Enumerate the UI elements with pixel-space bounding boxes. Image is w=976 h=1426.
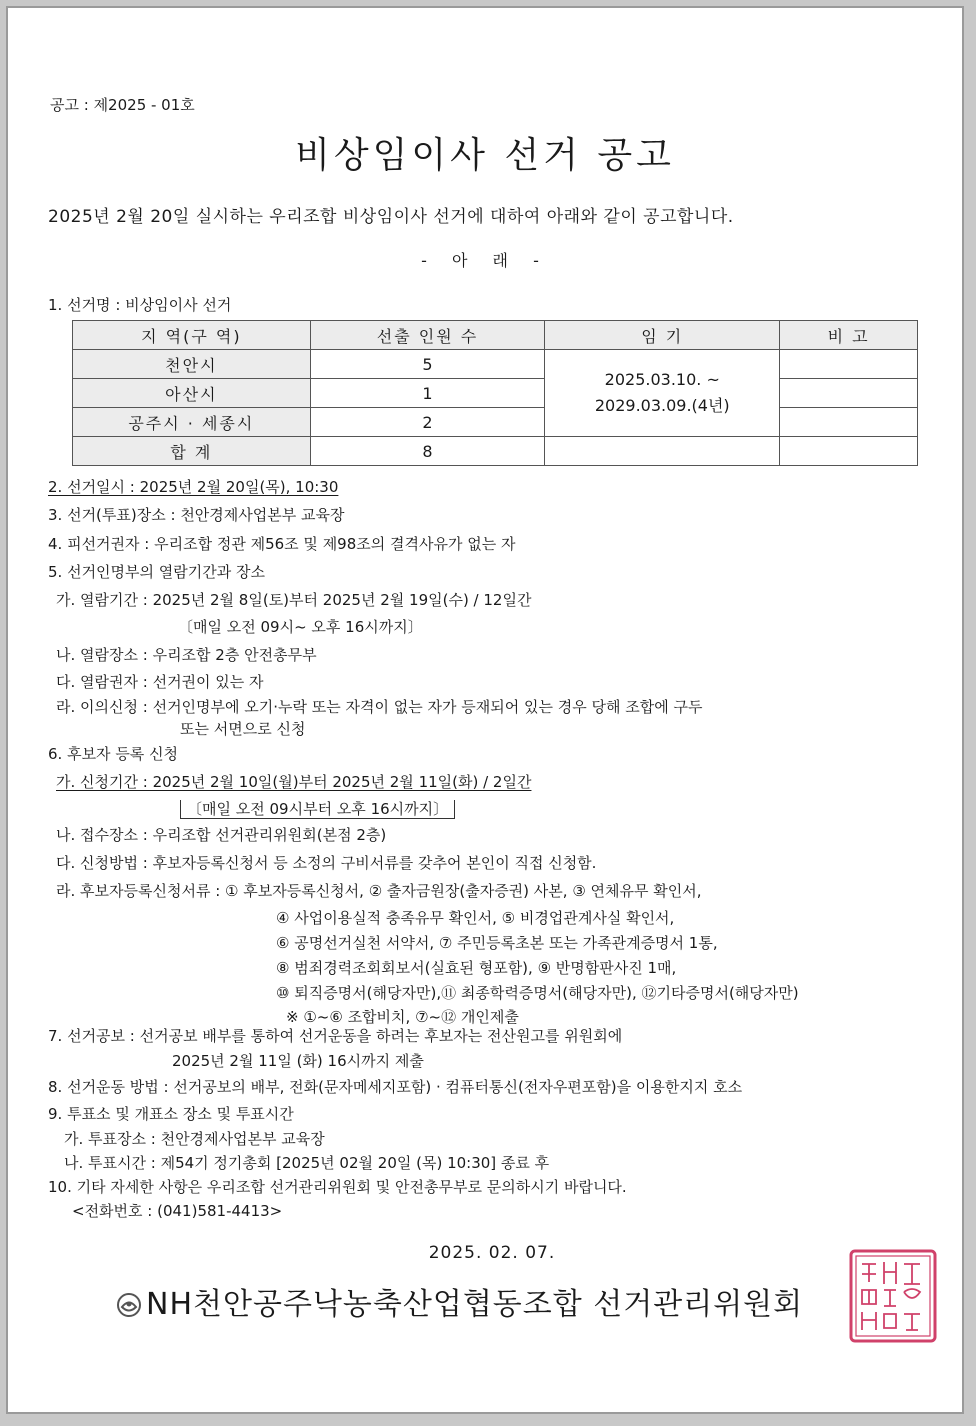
period-cell-empty (545, 437, 780, 466)
section-3: 3. 선거(투표)장소 : 천안경제사업본부 교육장 (48, 506, 345, 524)
count-cell: 1 (310, 379, 545, 408)
docs-line-4: ⑧ 범죄경력조회회보서(실효된 형포함), ⑨ 반명함판사진 1매, (276, 959, 677, 977)
note-cell (780, 350, 918, 379)
header-note: 비 고 (780, 321, 918, 350)
section-8: 8. 선거운동 방법 : 선거공보의 배부, 전화(문자메세지포함) · 컴퓨터통신(전자우편포함)을 이용한지지 호소 (48, 1078, 743, 1096)
table-row (73, 379, 918, 408)
docs-line-2: ④ 사업이용실적 충족유무 확인서, ⑤ 비경업관계사실 확인서, (276, 909, 675, 927)
section-6-da: 다. 신청방법 : 후보자등록신청서 등 소정의 구비서류를 갖추어 본인이 직접 신청함. (56, 854, 597, 872)
organization-text: NH천안공주낙농축산업협동조합 선거관리위원회 (146, 1287, 804, 1322)
period-cell (545, 350, 780, 437)
organization-name (116, 1286, 803, 1324)
section-6-ga-hours (180, 800, 455, 818)
region-cell: 공주시 · 세종시 (73, 408, 311, 437)
section-9: 9. 투표소 및 개표소 장소 및 투표시간 (48, 1105, 294, 1123)
docs-line-3: ⑥ 공명선거실천 서약서, ⑦ 주민등록초본 또는 가족관계증명서 1통, (276, 934, 718, 952)
section-5-ra-cont: 또는 서면으로 신청 (180, 720, 306, 738)
section-5-ga-hours: 〔매일 오전 09시~ 오후 16시까지〕 (178, 618, 423, 636)
count-cell: 2 (310, 408, 545, 437)
section-5: 5. 선거인명부의 열람기간과 장소 (48, 563, 265, 581)
docs-line-5: ⑩ 퇴직증명서(해당자만),⑪ 최종학력증명서(해당자만), ⑫기타증명서(해당자만) (276, 984, 799, 1002)
total-label: 합 계 (73, 437, 311, 466)
table-total-row (73, 437, 918, 466)
section-5-na: 나. 열람장소 : 우리조합 2층 안전총무부 (56, 646, 317, 664)
election-table (72, 320, 918, 466)
header-region: 지 역(구 역) (73, 321, 311, 350)
header-period: 임 기 (545, 321, 780, 350)
section-4: 4. 피선거권자 : 우리조합 정관 제56조 및 제98조의 결격사유가 없는 자 (48, 535, 516, 553)
notice-document (6, 6, 964, 1414)
page-title: 비상임이사 선거 공고 (295, 135, 675, 176)
total-count: 8 (310, 437, 545, 466)
phone-number: <전화번호 : (041)581-4413> (72, 1202, 283, 1220)
header-count: 선출 인원 수 (310, 321, 545, 350)
below-marker: - 아 래 - (421, 251, 549, 270)
section-10: 10. 기타 자세한 사항은 우리조합 선거관리위원회 및 안전총무부로 문의하시기 바랍니다. (48, 1178, 627, 1196)
period-end: 2029.03.09.(4년) (594, 396, 730, 415)
section-6-ga: 가. 신청기간 : 2025년 2월 10일(월)부터 2025년 2월 11일(화) / 2일간 (56, 773, 532, 791)
nh-logo-icon (116, 1292, 142, 1318)
intro-text: 2025년 2월 20일 실시하는 우리조합 비상임이사 선거에 대하여 아래와 같이 공고합니다. (48, 207, 734, 227)
section-6: 6. 후보자 등록 신청 (48, 745, 179, 763)
section-6-na: 나. 접수장소 : 우리조합 선거관리위원회(본점 2층) (56, 826, 387, 844)
section-7: 7. 선거공보 : 선거공보 배부를 통하여 선거운동을 하려는 후보자는 전산원고를 위원회에 (48, 1027, 623, 1045)
period-start: 2025.03.10. ~ (604, 370, 720, 389)
section-7-cont: 2025년 2월 11일 (화) 16시까지 제출 (172, 1052, 424, 1070)
official-seal-icon (848, 1248, 938, 1344)
section-6-hours-text: 〔매일 오전 09시부터 오후 16시까지〕 (180, 800, 455, 819)
section-5-ra: 라. 이의신청 : 선거인명부에 오기·누락 또는 자격이 없는 자가 등재되어 있는 경우 당해 조합에 구두 (56, 698, 703, 716)
region-cell: 아산시 (73, 379, 311, 408)
section-5-ga: 가. 열람기간 : 2025년 2월 8일(토)부터 2025년 2월 19일(수) / 12일간 (56, 591, 532, 609)
docs-note: ※ ①~⑥ 조합비치, ⑦~⑫ 개인제출 (286, 1008, 519, 1026)
section-5-da: 다. 열람권자 : 선거권이 있는 자 (56, 673, 264, 691)
section-6-ra: 라. 후보자등록신청서류 : ① 후보자등록신청서, ② 출자금원장(출자증권) 사본, ③ 연체유무 확인서, (56, 882, 702, 900)
note-cell (780, 437, 918, 466)
section-1: 1. 선거명 : 비상임이사 선거 (48, 296, 232, 314)
section-9-ga: 가. 투표장소 : 천안경제사업본부 교육장 (64, 1130, 325, 1148)
table-row (73, 350, 918, 379)
section-2: 2. 선거일시 : 2025년 2월 20일(목), 10:30 (48, 478, 339, 496)
notice-date: 2025. 02. 07. (428, 1243, 556, 1263)
table-row (73, 408, 918, 437)
notice-number: 공고 : 제2025 - 01호 (50, 96, 195, 114)
note-cell (780, 408, 918, 437)
section-9-na: 나. 투표시간 : 제54기 정기총회 [2025년 02월 20일 (목) 10:30] 종료 후 (64, 1154, 550, 1172)
table-header-row (73, 321, 918, 350)
region-cell: 천안시 (73, 350, 311, 379)
count-cell: 5 (310, 350, 545, 379)
note-cell (780, 379, 918, 408)
